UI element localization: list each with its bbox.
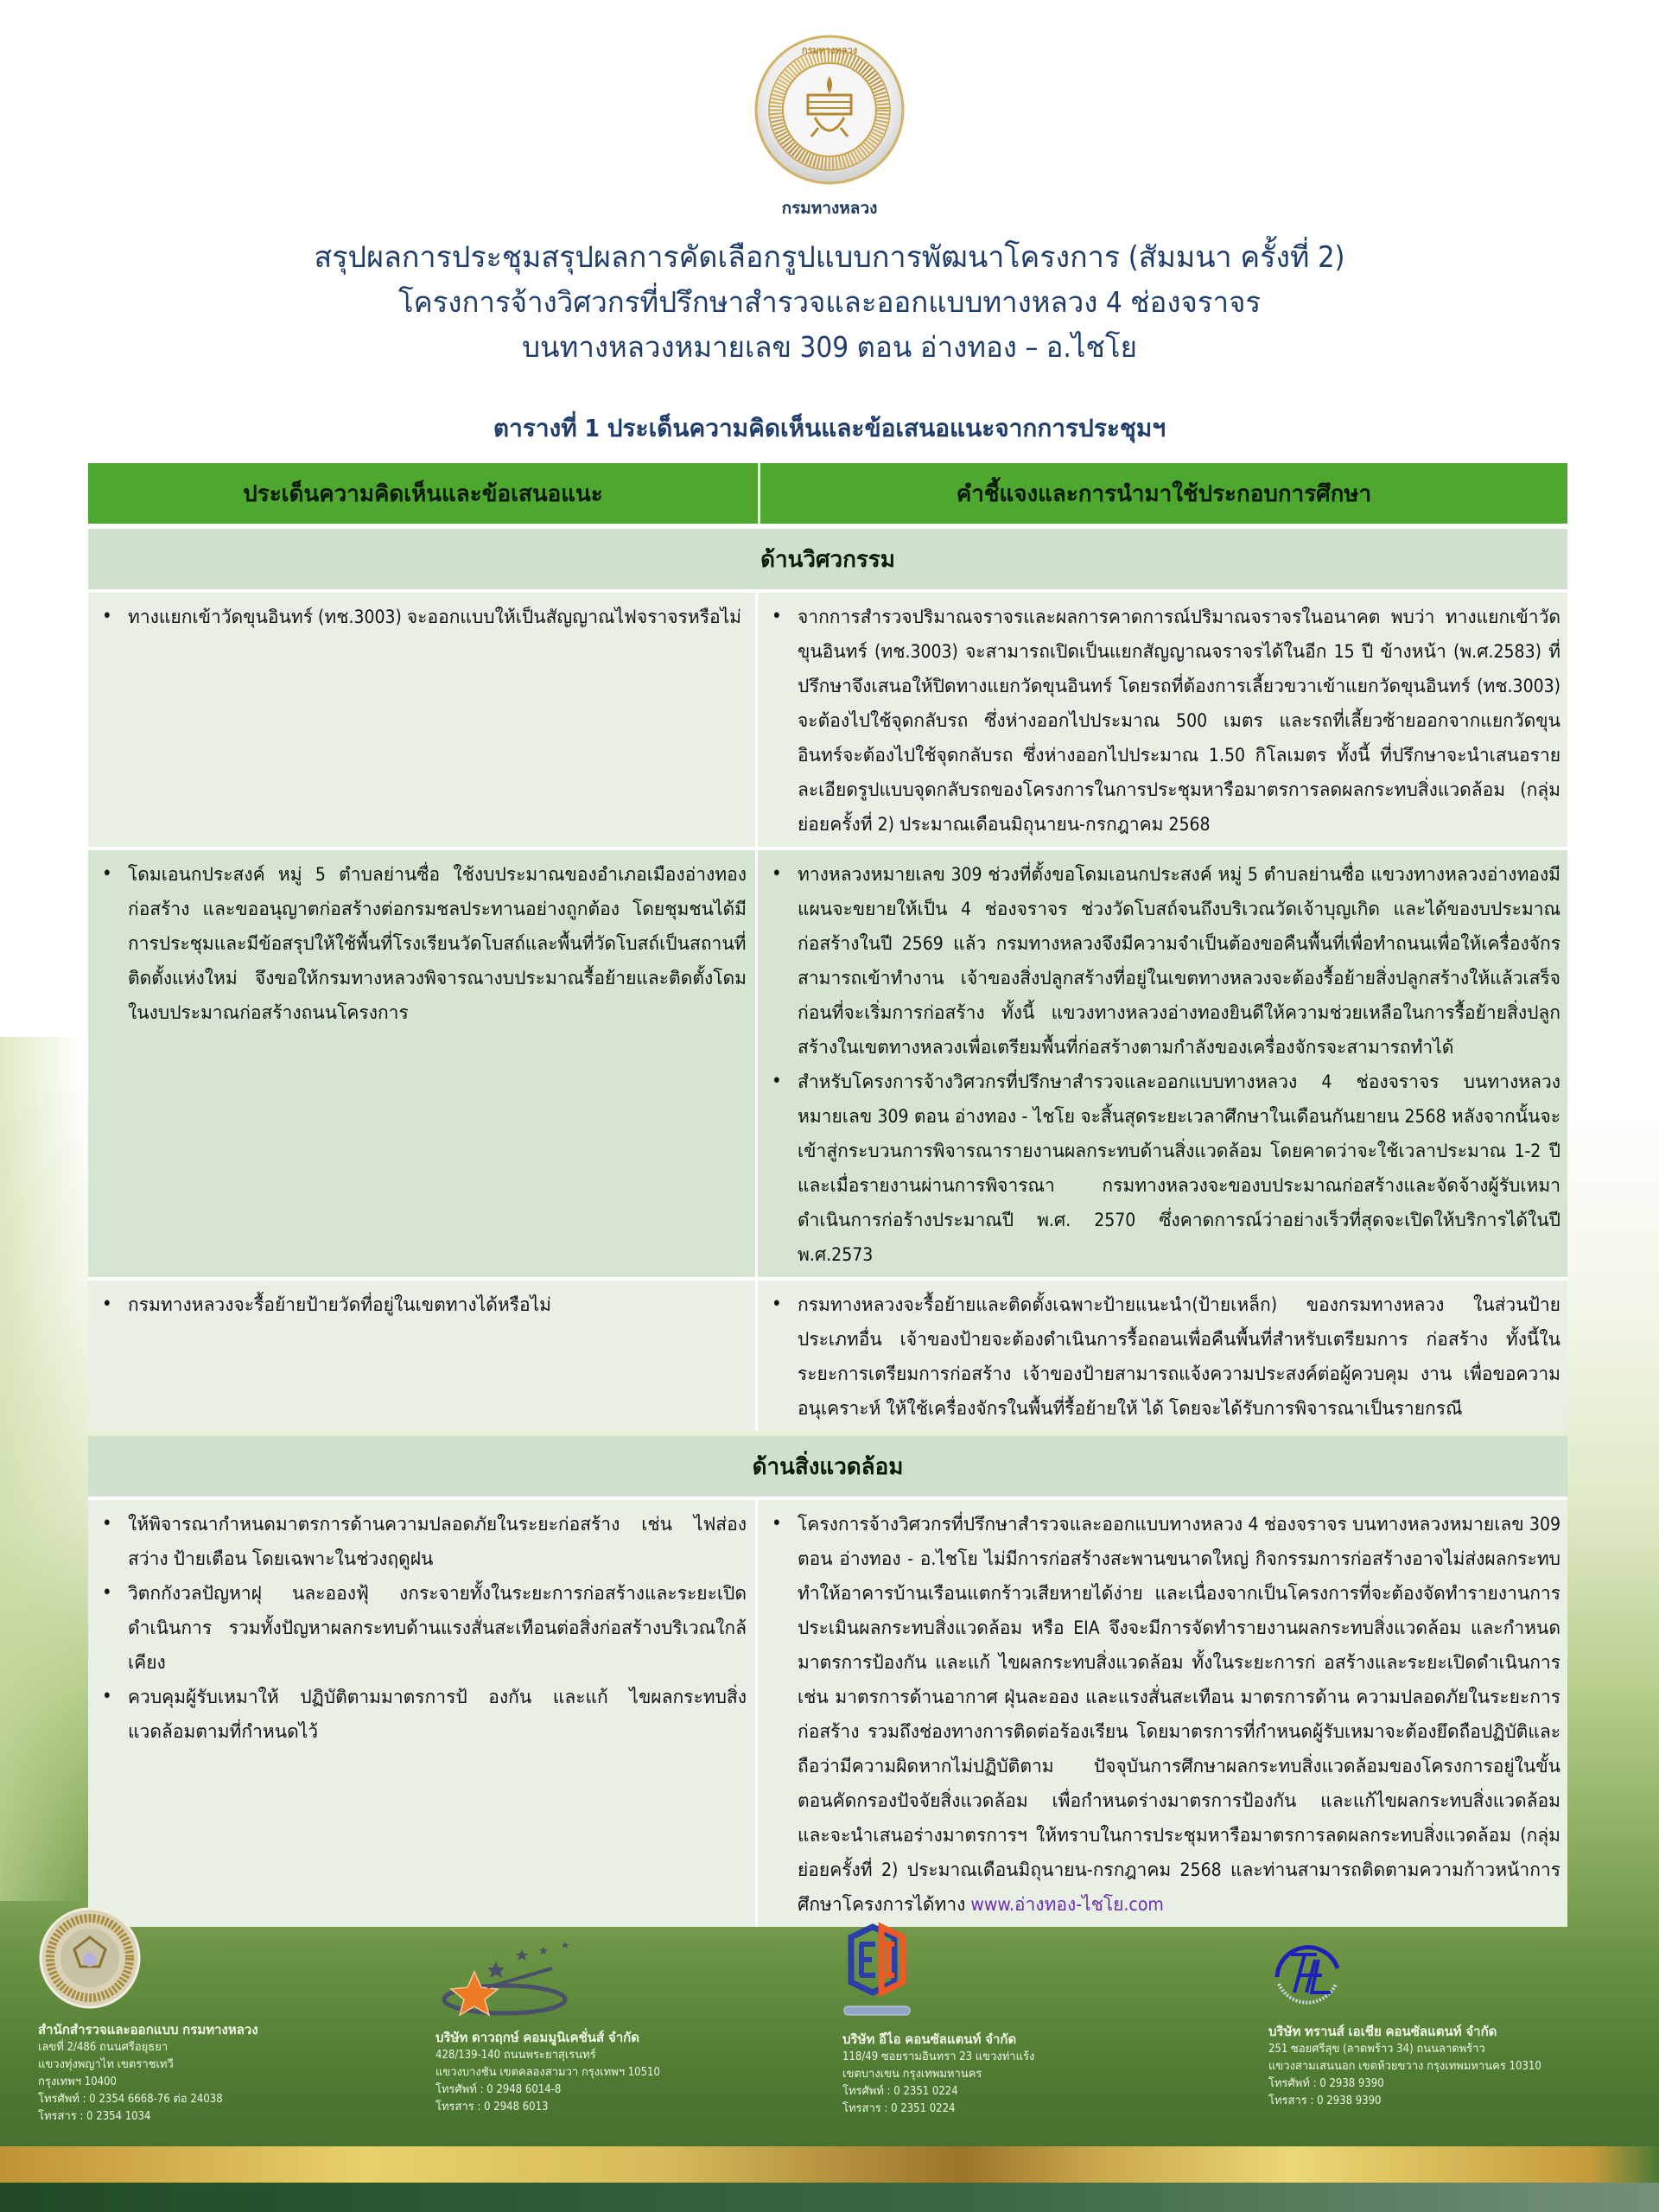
response-cell xyxy=(758,1500,1567,1927)
response-item: • จากการสำรวจปริมาณจราจรและผลการคาดการณ์ปริมาณจราจรในอนาคต พบว่า ทางแยกเข้าวัดขุนอินทร์ (ทช.3003) จะสามารถเปิดเป็นแยกสัญญาณจราจรได้ในอีก 15 ปี ข้างหน้า (พ.ศ.2583) ที่ปรึกษาจึงเสนอให้ปิดทางแยกวัดขุนอินทร์ โดยรถที่ต้องการเลี้ยวขวาเข้าแยกวัดขุนอินทร์ (ทช.3003) จะต้องไปใช้จุดกลับรถ ซึ่งห่างออกไปประมาณ 500 เมตร และรถที่เลี้ยวซ้ายออกจากแยกวัดขุนอินทร์จะต้องไปใช้จุดกลับรถ ซึ่งห่างออกไปประมาณ 1.50 กิโลเมตร ทั้งนี้ ที่ปรึกษาจะนำเสนอรายละเอียดรูปแบบจุดกลับรถของโครงการในการประชุมหารือมาตรการลดผลกระทบสิ่งแวดล้อม (กลุ่มย่อยครั้งที่ 2) ประมาณเดือนมิถุนายน-กรกฎาคม 2568 xyxy=(766,600,1560,842)
org-address: แขวงบางชัน เขตคลองสามวา กรุงเทพฯ 10510 xyxy=(435,2066,660,2079)
org-fax: โทรสาร : 0 2354 1034 xyxy=(38,2110,151,2123)
footer-org-ei xyxy=(842,1920,1034,2118)
org-address: 428/139-140 ถนนพระยาสุเรนทร์ xyxy=(435,2049,596,2062)
comment-cell xyxy=(88,1500,758,1927)
org-phone: โทรศัพท์ : 0 2354 6668-76 ต่อ 24038 xyxy=(38,2093,223,2106)
org-address: เลขที่ 2/486 ถนนศรีอยุธยา xyxy=(38,2041,168,2054)
org-address: 118/49 ซอยรามอินทรา 23 แขวงท่าแร้ง xyxy=(842,2050,1035,2063)
org-fax: โทรสาร : 0 2938 9390 xyxy=(1268,2094,1382,2107)
org-phone: โทรศัพท์ : 0 2938 9390 xyxy=(1268,2077,1384,2090)
section-engineering: ด้านวิศวกรรม xyxy=(88,529,1567,589)
org-phone: โทรศัพท์ : 0 2948 6014-8 xyxy=(435,2083,562,2096)
org-fax: โทรสาร : 0 2351 0224 xyxy=(842,2102,956,2115)
org-name: บริษัท ทรานส์ เอเชีย คอนซัลแตนท์ จำกัด xyxy=(1268,2024,1497,2039)
doh-seal-icon xyxy=(38,1906,142,2010)
footer xyxy=(0,1927,1659,2123)
org-address: แขวงสามเสนนอก เขตห้วยขวาง กรุงเทพมหานคร 10310 xyxy=(1268,2060,1541,2073)
comment-cell xyxy=(88,593,758,847)
comment-item: • โดมเอนกประสงค์ หมู่ 5 ตำบลย่านซื่อ ใช้งบประมาณของอำเภอเมืองอ่างทองก่อสร้าง และขออนุญาตก่อสร้างต่อกรมชลประทานอย่างถูกต้อง โดยชุมชนได้มีการประชุมและมีข้อสรุปให้ใช้พื้นที่โรงเรียนวัดโบสถ์และพื้นที่วัดโบสถ์เป็นสถานที่ติดตั้งแห่งใหม่ จึงขอให้กรมทางหลวงพิจารณางบประมาณรื้อย้ายและติดตั้งโดมในงบประมาณก่อสร้างถนนโครงการ xyxy=(97,857,747,1030)
response-cell xyxy=(758,850,1567,1277)
title-line-1: สรุปผลการประชุมสรุปผลการคัดเลือกรูปแบบการพัฒนาโครงการ (สัมมนา ครั้งที่ 2) xyxy=(314,240,1345,275)
comment-cell xyxy=(88,1281,758,1431)
table-header xyxy=(88,463,1567,524)
comment-item: • ควบคุมผู้รับเหมาให้ ปฏิบัติตามมาตรการป้ องกัน และแก้ ไขผลกระทบสิ่งแวดล้อมตามที่กำหนดไว้ xyxy=(97,1680,747,1749)
org-fax: โทรสาร : 0 2948 6013 xyxy=(435,2101,549,2113)
org-name: บริษัท อีไอ คอนซัลแตนท์ จำกัด xyxy=(842,2031,1017,2047)
department-label: กรมทางหลวง xyxy=(781,199,878,218)
project-website-link[interactable]: www.อ่างทอง-ไชโย.com xyxy=(970,1894,1164,1915)
comment-item: • ให้พิจารณากำหนดมาตรการด้านความปลอดภัยในระยะก่อสร้าง เช่น ไฟส่อง สว่าง ป้ายเตือน โดยเฉพาะในช่วงฤดูฝน xyxy=(97,1507,747,1576)
table-row xyxy=(88,847,1567,1277)
footer-org-doh xyxy=(38,1906,258,2126)
org-name: บริษัท ดาวฤกษ์ คอมมูนิเคชั่นส์ จำกัด xyxy=(435,2030,639,2045)
th-circle-logo-icon xyxy=(1268,1934,1346,2012)
table-caption: ตารางที่ 1 ประเด็นความคิดเห็นและข้อเสนอแนะจากการประชุมฯ xyxy=(493,414,1166,442)
section-environment: ด้านสิ่งแวดล้อม xyxy=(88,1436,1567,1497)
comment-item: • วิตกกังวลปัญหาฝุ นละอองฟุ้ งกระจายทั้งในระยะการก่อสร้างและระยะเปิดดำเนินการ รวมทั้งปัญหาผลกระทบด้านแรงสั่นสะเทือนต่อสิ่งก่อสร้างบริเวณใกล้เคียง xyxy=(97,1576,747,1680)
title-line-3: บนทางหลวงหมายเลข 309 ตอน อ่างทอง – อ.ไชโย xyxy=(522,330,1137,364)
table-row xyxy=(88,589,1567,847)
star-logo-icon xyxy=(435,1927,574,2018)
org-address: เขตบางเขน กรุงเทพมหานคร xyxy=(842,2068,982,2081)
response-item xyxy=(766,1507,1560,1922)
column-header-comments: ประเด็นความคิดเห็นและข้อเสนอแนะ xyxy=(88,463,760,524)
ei-hexagon-icon xyxy=(842,1920,920,2019)
comment-item: • ทางแยกเข้าวัดขุนอินทร์ (ทช.3003) จะออกแบบให้เป็นสัญญาณไฟจราจรหรือไม่ xyxy=(97,600,747,634)
org-phone: โทรศัพท์ : 0 2351 0224 xyxy=(842,2085,958,2098)
footer-org-transasia xyxy=(1268,1934,1541,2110)
doh-seal-icon xyxy=(754,35,905,185)
response-item: • กรมทางหลวงจะรื้อย้ายและติดตั้งเฉพาะป้ายแนะนำ(ป้ายเหล็ก) ของกรมทางหลวง ในส่วนป้ายประเภทอื่น เจ้าของป้ายจะต้องดำเนินการรื้อถอนเพื่อคืนพื้นที่สำหรับเตรียมการ ก่อสร้าง ทั้งนี้ในระยะการเตรียมการก่อสร้าง เจ้าของป้ายสามารถแจ้งความประสงค์ต่อผู้ควบคุม งาน เพื่อขอความอนุเคราะห์ ให้ใช้เครื่องจักรในพื้นที่รื้อย้ายให้ ได้ โดยจะได้รับการพิจารณาเป็นรายกรณี xyxy=(766,1287,1560,1426)
bottom-band xyxy=(0,2183,1659,2212)
background-fade xyxy=(0,1037,86,1901)
table-row xyxy=(88,1497,1567,1927)
gold-ribbon xyxy=(0,2146,1659,2183)
response-item: • สำหรับโครงการจ้างวิศวกรที่ปรึกษาสำรวจและออกแบบทางหลวง 4 ช่องจราจร บนทางหลวงหมายเลข 309 ตอน อ่างทอง - ไชโย จะสิ้นสุดระยะเวลาศึกษาในเดือนกันยายน 2568 หลังจากนั้นจะเข้าสู่กระบวนการพิจารณารายงานผลกระทบด้านสิ่งแวดล้อม โดยคาดว่าจะใช้เวลาประมาณ 1-2 ปี และเมื่อรายงานผ่านการพิจารณา กรมทางหลวงจะของบประมาณก่อสร้างและจัดจ้างผู้รับเหมาดำเนินการก่อร้างประมาณปี พ.ศ. 2570 ซึ่งคาดการณ์ว่าอย่างเร็วที่สุดจะเปิดให้บริการได้ในปี พ.ศ.2573 xyxy=(766,1065,1560,1272)
response-cell xyxy=(758,593,1567,847)
seal-text: กรมทางหลวง xyxy=(801,45,858,56)
response-text: โครงการจ้างวิศวกรที่ปรึกษาสำรวจและออกแบบทางหลวง 4 ช่องจราจร บนทางหลวงหมายเลข 309 ตอน อ่างทอง - อ.ไชโย ไม่มีการก่อสร้างสะพานขนาดใหญ่ กิจกรรมการก่อสร้างอาจไม่ส่งผลกระทบทำให้อาคารบ้านเรือนแตกร้าวเสียหายได้ง่าย และเนื่องจากเป็นโครงการที่จะต้องจัดทำรายงานการประเมินผลกระทบสิ่งแวดล้อม หรือ EIA จึงจะมีการจัดทำรายงานผลกระทบสิ่งแวดล้อม และกำหนดมาตรการป้องกัน และแก้ ไขผลกระทบสิ่งแวดล้อม ทั้งในระยะการก่ อสร้างและระยะเปิดดำเนินการ เช่น มาตรการด้านอากาศ ฝุ่นละออง และแรงสั่นสะเทือน มาตรการด้าน ความปลอดภัยในระยะการก่อสร้าง รวมถึงช่องทางการติดต่อร้องเรียน โดยมาตรการที่กำหนดผู้รับเหมาจะต้องยึดถือปฏิบัติและถือว่ามีความผิดหากไม่ปฏิบัติตาม ปัจจุบันการศึกษาผลกระทบสิ่งแวดล้อมของโครงการอยู่ในขั้นตอนคัดกรองปัจจัยสิ่งแวดล้อม เพื่อกำหนดร่างมาตรการป้องกัน และแก้ไขผลกระทบสิ่งแวดล้อม และจะนำเสนอร่างมาตรการฯ ให้ทราบในการประชุมหารือมาตรการลดผลกระทบสิ่งแวดล้อม (กลุ่มย่อยครั้งที่ 2) ประมาณเดือนมิถุนายน-กรกฎาคม 2568 และท่านสามารถติดตามความก้าวหน้าการศึกษาโครงการได้ทาง xyxy=(798,1514,1560,1915)
org-address: แขวงทุ่งพญาไท เขตราชเทวี xyxy=(38,2058,174,2071)
comments-table xyxy=(88,463,1567,1927)
title-line-2: โครงการจ้างวิศวกรที่ปรึกษาสำรวจและออกแบบทางหลวง 4 ช่องจราจร xyxy=(397,285,1262,319)
org-address: กรุงเทพฯ 10400 xyxy=(38,2075,117,2088)
org-name: สำนักสำรวจและออกแบบ กรมทางหลวง xyxy=(38,2022,258,2037)
column-header-responses: คำชี้แจงและการนำมาใช้ประกอบการศึกษา xyxy=(956,480,1372,507)
org-address: 251 ซอยศรีสุข (ลาดพร้าว 34) ถนนลาดพร้าว xyxy=(1268,2043,1485,2056)
response-item: • ทางหลวงหมายเลข 309 ช่วงที่ตั้งขอโดมเอนกประสงค์ หมู่ 5 ตำบลย่านซื่อ แขวงทางหลวงอ่างทองมีแผนจะขยายให้เป็น 4 ช่องจราจร ช่วงวัดโบสถ์จนถึงบริเวณวัดเจ้าบุญเกิด และได้ของบประมาณก่อสร้างในปี 2569 แล้ว กรมทางหลวงจึงมีความจำเป็นต้องขอคืนพื้นที่เพื่อทำถนนเพื่อให้เครื่องจักรสามารถเข้าทำงาน เจ้าของสิ่งปลูกสร้างที่อยู่ในเขตทางหลวงจะต้องรื้อย้ายสิ่งปลูกสร้างให้แล้วเสร็จก่อนที่จะเริ่มการก่อสร้าง ทั้งนี้ แขวงทางหลวงอ่างทองยินดีให้ความช่วยเหลือในการรื้อย้ายสิ่งปลูกสร้างในเขตทางหลวงเพื่อเตรียมพื้นที่ก่อสร้างตามกำลังของเครื่องจักรจะสามารถทำได้ xyxy=(766,857,1560,1065)
table-row xyxy=(88,1277,1567,1431)
page-title xyxy=(0,235,1659,370)
footer-org-daoreuk xyxy=(435,1927,660,2116)
response-cell xyxy=(758,1281,1567,1431)
comment-item: • กรมทางหลวงจะรื้อย้ายป้ายวัดที่อยู่ในเขตทางได้หรือไม่ xyxy=(97,1287,747,1322)
comment-cell xyxy=(88,850,758,1277)
